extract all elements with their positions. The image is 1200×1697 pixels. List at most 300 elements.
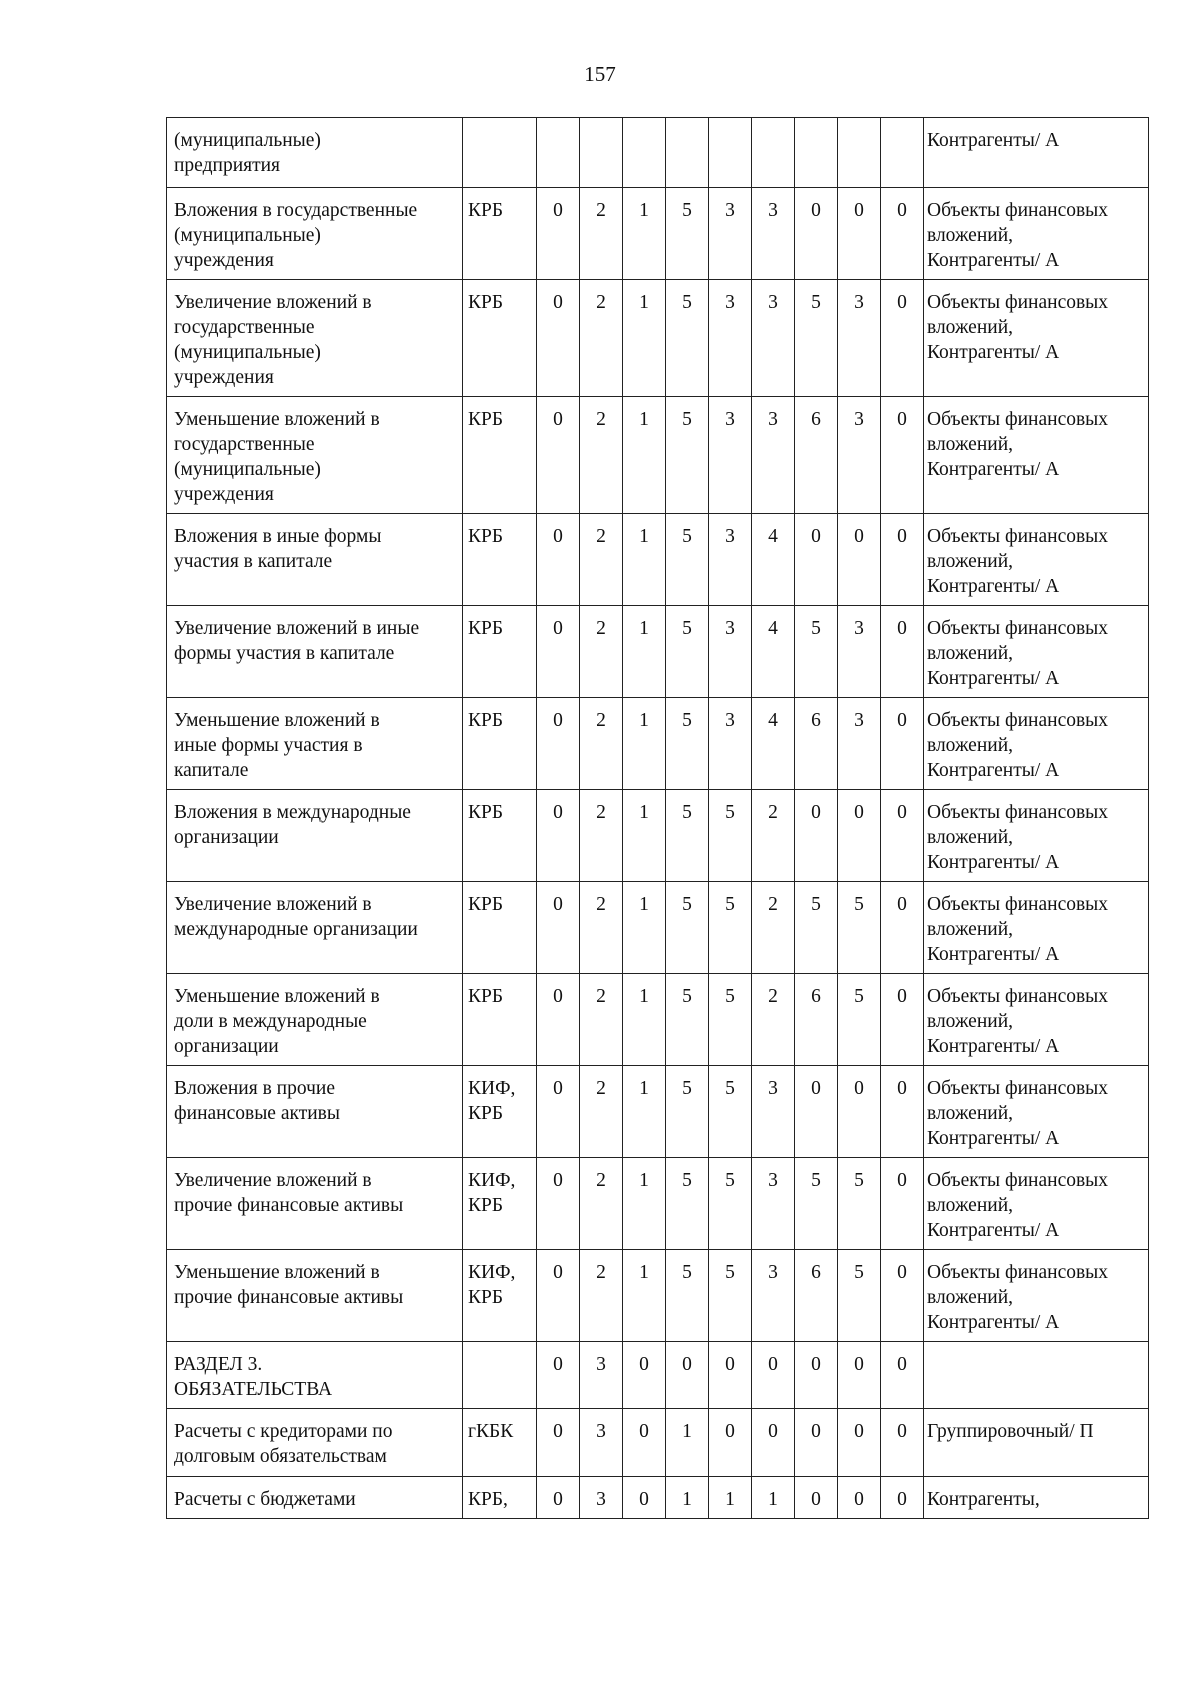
digit-cell (537, 882, 580, 974)
digit-cell-text: 0 (553, 802, 563, 823)
digit-cell (795, 118, 838, 188)
digit-cell-text: 0 (553, 894, 563, 915)
digit-cell-text: 5 (682, 986, 692, 1007)
digit-cell (580, 280, 623, 397)
digit-cell (881, 1409, 924, 1477)
accounts-table (166, 117, 1149, 1519)
digit-cell (881, 1477, 924, 1519)
digit-cell-text: 0 (854, 1354, 864, 1375)
digit-cell-text: 3 (596, 1421, 606, 1442)
digit-cell (537, 698, 580, 790)
table-row (167, 514, 1149, 606)
digit-cell-text: 4 (768, 618, 778, 639)
digit-cell (666, 397, 709, 514)
digit-cell-text: 0 (639, 1354, 649, 1375)
account-name-cell (167, 698, 463, 790)
digit-cell (580, 1066, 623, 1158)
digit-cell-text: 0 (553, 409, 563, 430)
account-name-cell-text: (муниципальные) предприятия (174, 130, 321, 176)
analytics-object-cell (924, 1158, 1149, 1250)
account-name-cell-text: Вложения в прочие финансовые активы (174, 1078, 340, 1124)
digit-cell-text: 0 (811, 526, 821, 547)
account-name-cell-text: Увеличение вложений в международные организации (174, 894, 418, 940)
code-cell-text: КИФ, КРБ (468, 1262, 516, 1308)
digit-cell (623, 1477, 666, 1519)
digit-cell-text: 5 (682, 292, 692, 313)
digit-cell-text: 3 (854, 292, 864, 313)
digit-cell (623, 1158, 666, 1250)
analytics-object-cell-text: Контрагенты, (927, 1489, 1040, 1510)
digit-cell (752, 118, 795, 188)
digit-cell-text: 5 (682, 1170, 692, 1191)
digit-cell-text: 1 (725, 1489, 735, 1510)
digit-cell (537, 1066, 580, 1158)
code-cell-text: КРБ (468, 292, 504, 313)
digit-cell (795, 1066, 838, 1158)
digit-cell (537, 280, 580, 397)
digit-cell-text: 5 (811, 894, 821, 915)
analytics-object-cell (924, 397, 1149, 514)
digit-cell-text: 3 (596, 1354, 606, 1375)
digit-cell (752, 1250, 795, 1342)
digit-cell (881, 606, 924, 698)
digit-cell-text: 4 (768, 710, 778, 731)
digit-cell (537, 606, 580, 698)
analytics-object-cell (924, 188, 1149, 280)
account-name-cell-text: Уменьшение вложений в доли в международные организации (174, 986, 380, 1057)
digit-cell (795, 1409, 838, 1477)
analytics-object-cell-text: Объекты финансовых вложений, Контрагенты/ А (927, 710, 1109, 781)
analytics-object-cell (924, 606, 1149, 698)
digit-cell (881, 514, 924, 606)
digit-cell (838, 118, 881, 188)
digit-cell-text: 2 (596, 526, 606, 547)
digit-cell-text: 0 (897, 1354, 907, 1375)
digit-cell-text: 0 (725, 1354, 735, 1375)
code-cell (463, 1250, 537, 1342)
code-cell (463, 790, 537, 882)
digit-cell-text: 1 (639, 292, 649, 313)
digit-cell-text: 0 (725, 1421, 735, 1442)
digit-cell (666, 1250, 709, 1342)
digit-cell (537, 1250, 580, 1342)
analytics-object-cell-text: Объекты финансовых вложений, Контрагенты/ А (927, 618, 1109, 689)
digit-cell-text: 1 (768, 1489, 778, 1510)
digit-cell (580, 974, 623, 1066)
digit-cell-text: 5 (811, 618, 821, 639)
digit-cell (795, 698, 838, 790)
table-body (167, 118, 1149, 1519)
digit-cell-text: 1 (639, 710, 649, 731)
digit-cell-text: 5 (811, 292, 821, 313)
analytics-object-cell-text: Объекты финансовых вложений, Контрагенты/ А (927, 986, 1109, 1057)
code-cell (463, 188, 537, 280)
digit-cell-text: 5 (682, 200, 692, 221)
digit-cell-text: 0 (897, 200, 907, 221)
digit-cell-text: 0 (811, 1421, 821, 1442)
digit-cell-text: 6 (811, 1262, 821, 1283)
digit-cell-text: 2 (596, 618, 606, 639)
digit-cell-text: 5 (682, 710, 692, 731)
digit-cell-text: 0 (553, 526, 563, 547)
digit-cell-text: 5 (682, 618, 692, 639)
analytics-object-cell-text: Группировочный/ П (927, 1421, 1094, 1442)
code-cell-text: КИФ, КРБ (468, 1170, 516, 1216)
digit-cell (623, 1250, 666, 1342)
digit-cell-text: 0 (897, 292, 907, 313)
table-row (167, 1158, 1149, 1250)
digit-cell (666, 882, 709, 974)
account-name-cell-text: Увеличение вложений в прочие финансовые активы (174, 1170, 404, 1216)
digit-cell-text: 3 (768, 1078, 778, 1099)
digit-cell (623, 606, 666, 698)
digit-cell (881, 790, 924, 882)
digit-cell (752, 188, 795, 280)
digit-cell-text: 5 (682, 802, 692, 823)
code-cell (463, 698, 537, 790)
digit-cell (709, 882, 752, 974)
account-name-cell-text: Вложения в иные формы участия в капитале (174, 526, 382, 572)
digit-cell (709, 606, 752, 698)
digit-cell-text: 5 (682, 894, 692, 915)
account-name-cell (167, 280, 463, 397)
digit-cell-text: 3 (768, 292, 778, 313)
table-row (167, 188, 1149, 280)
analytics-object-cell (924, 1066, 1149, 1158)
digit-cell (666, 606, 709, 698)
digit-cell-text: 1 (639, 1262, 649, 1283)
digit-cell (537, 974, 580, 1066)
digit-cell (709, 1477, 752, 1519)
digit-cell-text: 3 (725, 618, 735, 639)
analytics-object-cell (924, 1409, 1149, 1477)
digit-cell-text: 3 (725, 292, 735, 313)
digit-cell-text: 0 (897, 1170, 907, 1191)
table-row (167, 974, 1149, 1066)
account-name-cell (167, 1342, 463, 1409)
digit-cell (580, 606, 623, 698)
digit-cell-text: 3 (854, 618, 864, 639)
digit-cell-text: 0 (897, 986, 907, 1007)
digit-cell-text: 6 (811, 710, 821, 731)
account-name-cell-text: РАЗДЕЛ 3. ОБЯЗАТЕЛЬСТВА (174, 1354, 333, 1400)
digit-cell-text: 2 (596, 802, 606, 823)
account-name-cell (167, 606, 463, 698)
digit-cell (709, 1066, 752, 1158)
digit-cell (752, 514, 795, 606)
account-name-cell (167, 1250, 463, 1342)
digit-cell (709, 514, 752, 606)
digit-cell-text: 0 (854, 200, 864, 221)
digit-cell (666, 698, 709, 790)
analytics-object-cell-text: Объекты финансовых вложений, Контрагенты/ А (927, 409, 1109, 480)
analytics-object-cell-text: Объекты финансовых вложений, Контрагенты/ А (927, 292, 1109, 363)
digit-cell-text: 1 (639, 526, 649, 547)
digit-cell-text: 5 (682, 409, 692, 430)
digit-cell (709, 397, 752, 514)
digit-cell (752, 1158, 795, 1250)
code-cell-text: КРБ (468, 200, 504, 221)
digit-cell (752, 280, 795, 397)
digit-cell (666, 1158, 709, 1250)
digit-cell (623, 1066, 666, 1158)
digit-cell-text: 2 (596, 1262, 606, 1283)
digit-cell (580, 1158, 623, 1250)
digit-cell (881, 1066, 924, 1158)
analytics-object-cell-text: Объекты финансовых вложений, Контрагенты/ А (927, 1078, 1109, 1149)
digit-cell-text: 0 (897, 802, 907, 823)
code-cell-text: гКБК (468, 1421, 514, 1442)
code-cell (463, 606, 537, 698)
analytics-object-cell (924, 1342, 1149, 1409)
digit-cell (623, 280, 666, 397)
digit-cell (838, 397, 881, 514)
digit-cell-text: 3 (854, 710, 864, 731)
digit-cell-text: 1 (682, 1489, 692, 1510)
digit-cell-text: 0 (811, 1489, 821, 1510)
account-name-cell (167, 118, 463, 188)
digit-cell (623, 790, 666, 882)
digit-cell (881, 397, 924, 514)
table-row (167, 790, 1149, 882)
digit-cell-text: 0 (553, 1354, 563, 1375)
digit-cell (537, 1342, 580, 1409)
digit-cell-text: 0 (897, 526, 907, 547)
digit-cell (580, 698, 623, 790)
digit-cell (666, 790, 709, 882)
digit-cell-text: 0 (553, 292, 563, 313)
digit-cell (709, 1409, 752, 1477)
digit-cell-text: 3 (768, 1262, 778, 1283)
digit-cell-text: 0 (639, 1421, 649, 1442)
analytics-object-cell-text: Объекты финансовых вложений, Контрагенты/ А (927, 1262, 1109, 1333)
digit-cell (838, 514, 881, 606)
table-row (167, 1409, 1149, 1477)
digit-cell (838, 698, 881, 790)
account-name-cell (167, 1066, 463, 1158)
table-row (167, 1342, 1149, 1409)
code-cell (463, 1477, 537, 1519)
code-cell (463, 514, 537, 606)
digit-cell (580, 1250, 623, 1342)
digit-cell-text: 3 (854, 409, 864, 430)
digit-cell (580, 1342, 623, 1409)
digit-cell (580, 1409, 623, 1477)
digit-cell-text: 3 (725, 710, 735, 731)
digit-cell-text: 5 (854, 1170, 864, 1191)
digit-cell (623, 188, 666, 280)
digit-cell-text: 5 (811, 1170, 821, 1191)
code-cell (463, 1066, 537, 1158)
code-cell (463, 882, 537, 974)
digit-cell-text: 1 (639, 986, 649, 1007)
digit-cell-text: 1 (639, 1078, 649, 1099)
digit-cell-text: 0 (811, 1078, 821, 1099)
digit-cell-text: 5 (854, 986, 864, 1007)
digit-cell (752, 606, 795, 698)
digit-cell (537, 790, 580, 882)
table-row (167, 280, 1149, 397)
digit-cell (881, 118, 924, 188)
digit-cell-text: 5 (725, 1170, 735, 1191)
digit-cell (580, 882, 623, 974)
digit-cell-text: 0 (553, 986, 563, 1007)
digit-cell (709, 1158, 752, 1250)
digit-cell-text: 3 (725, 200, 735, 221)
digit-cell-text: 2 (596, 894, 606, 915)
digit-cell-text: 0 (897, 618, 907, 639)
digit-cell (795, 1158, 838, 1250)
code-cell (463, 1342, 537, 1409)
digit-cell-text: 3 (768, 409, 778, 430)
code-cell (463, 397, 537, 514)
digit-cell (623, 118, 666, 188)
digit-cell-text: 0 (553, 618, 563, 639)
table-row (167, 397, 1149, 514)
digit-cell-text: 2 (596, 292, 606, 313)
digit-cell-text: 5 (725, 894, 735, 915)
digit-cell-text: 3 (725, 526, 735, 547)
digit-cell-text: 0 (854, 802, 864, 823)
digit-cell (795, 606, 838, 698)
digit-cell-text: 3 (768, 1170, 778, 1191)
digit-cell (709, 188, 752, 280)
digit-cell (623, 1409, 666, 1477)
digit-cell (795, 1250, 838, 1342)
digit-cell-text: 5 (682, 1078, 692, 1099)
digit-cell-text: 5 (725, 802, 735, 823)
digit-cell-text: 2 (596, 986, 606, 1007)
account-name-cell (167, 514, 463, 606)
digit-cell-text: 1 (639, 200, 649, 221)
account-name-cell-text: Уменьшение вложений в прочие финансовые активы (174, 1262, 404, 1308)
digit-cell-text: 0 (811, 200, 821, 221)
account-name-cell (167, 1158, 463, 1250)
account-name-cell-text: Увеличение вложений в иные формы участия в капитале (174, 618, 420, 664)
digit-cell (881, 1342, 924, 1409)
digit-cell (709, 118, 752, 188)
analytics-object-cell (924, 280, 1149, 397)
account-name-cell (167, 188, 463, 280)
digit-cell (709, 1342, 752, 1409)
digit-cell (838, 1409, 881, 1477)
digit-cell-text: 5 (854, 1262, 864, 1283)
digit-cell (881, 882, 924, 974)
digit-cell (666, 974, 709, 1066)
digit-cell (881, 698, 924, 790)
digit-cell (838, 790, 881, 882)
digit-cell (752, 698, 795, 790)
digit-cell-text: 5 (725, 986, 735, 1007)
digit-cell (580, 118, 623, 188)
digit-cell-text: 3 (725, 409, 735, 430)
digit-cell (623, 1342, 666, 1409)
digit-cell (666, 280, 709, 397)
digit-cell-text: 2 (596, 1078, 606, 1099)
digit-cell-text: 0 (553, 1421, 563, 1442)
table-row (167, 1066, 1149, 1158)
digit-cell (881, 1250, 924, 1342)
digit-cell-text: 2 (596, 200, 606, 221)
digit-cell (537, 514, 580, 606)
digit-cell (881, 974, 924, 1066)
digit-cell (795, 882, 838, 974)
digit-cell-text: 2 (768, 894, 778, 915)
digit-cell-text: 6 (811, 409, 821, 430)
digit-cell (537, 188, 580, 280)
digit-cell-text: 0 (854, 1078, 864, 1099)
table-row (167, 606, 1149, 698)
digit-cell (709, 974, 752, 1066)
account-name-cell (167, 1409, 463, 1477)
digit-cell (752, 1066, 795, 1158)
digit-cell (537, 1409, 580, 1477)
account-name-cell (167, 790, 463, 882)
digit-cell-text: 0 (897, 894, 907, 915)
digit-cell-text: 3 (596, 1489, 606, 1510)
digit-cell (537, 397, 580, 514)
account-name-cell (167, 397, 463, 514)
digit-cell-text: 5 (854, 894, 864, 915)
digit-cell (838, 606, 881, 698)
analytics-object-cell (924, 1477, 1149, 1519)
analytics-object-cell (924, 882, 1149, 974)
analytics-object-cell-text: Объекты финансовых вложений, Контрагенты/ А (927, 526, 1109, 597)
account-name-cell-text: Уменьшение вложений в государственные (муниципальные) учреждения (174, 409, 380, 505)
analytics-object-cell (924, 118, 1149, 188)
digit-cell-text: 2 (596, 409, 606, 430)
account-name-cell-text: Вложения в международные организации (174, 802, 411, 848)
digit-cell (881, 188, 924, 280)
digit-cell-text: 0 (553, 1170, 563, 1191)
digit-cell-text: 0 (682, 1354, 692, 1375)
digit-cell-text: 2 (768, 986, 778, 1007)
digit-cell (623, 974, 666, 1066)
digit-cell (795, 974, 838, 1066)
digit-cell (537, 118, 580, 188)
code-cell-text: КРБ, (468, 1489, 508, 1510)
digit-cell (623, 882, 666, 974)
digit-cell-text: 0 (811, 802, 821, 823)
digit-cell (709, 790, 752, 882)
digit-cell-text: 1 (639, 618, 649, 639)
table-row (167, 882, 1149, 974)
code-cell (463, 1158, 537, 1250)
digit-cell-text: 0 (553, 1078, 563, 1099)
digit-cell-text: 0 (553, 1489, 563, 1510)
digit-cell-text: 0 (897, 710, 907, 731)
account-name-cell-text: Увеличение вложений в государственные (муниципальные) учреждения (174, 292, 372, 388)
digit-cell (666, 188, 709, 280)
code-cell-text: КРБ (468, 618, 504, 639)
analytics-object-cell-text: Объекты финансовых вложений, Контрагенты/ А (927, 802, 1109, 873)
digit-cell (752, 1342, 795, 1409)
digit-cell-text: 0 (854, 1489, 864, 1510)
digit-cell (666, 1342, 709, 1409)
digit-cell-text: 0 (897, 1421, 907, 1442)
digit-cell-text: 0 (553, 1262, 563, 1283)
digit-cell-text: 0 (768, 1354, 778, 1375)
digit-cell (838, 974, 881, 1066)
account-name-cell-text: Расчеты с бюджетами (174, 1489, 356, 1510)
digit-cell (881, 1158, 924, 1250)
analytics-object-cell (924, 974, 1149, 1066)
digit-cell-text: 1 (682, 1421, 692, 1442)
code-cell-text: КРБ (468, 526, 504, 547)
digit-cell (580, 790, 623, 882)
account-name-cell (167, 1477, 463, 1519)
table-row (167, 1250, 1149, 1342)
